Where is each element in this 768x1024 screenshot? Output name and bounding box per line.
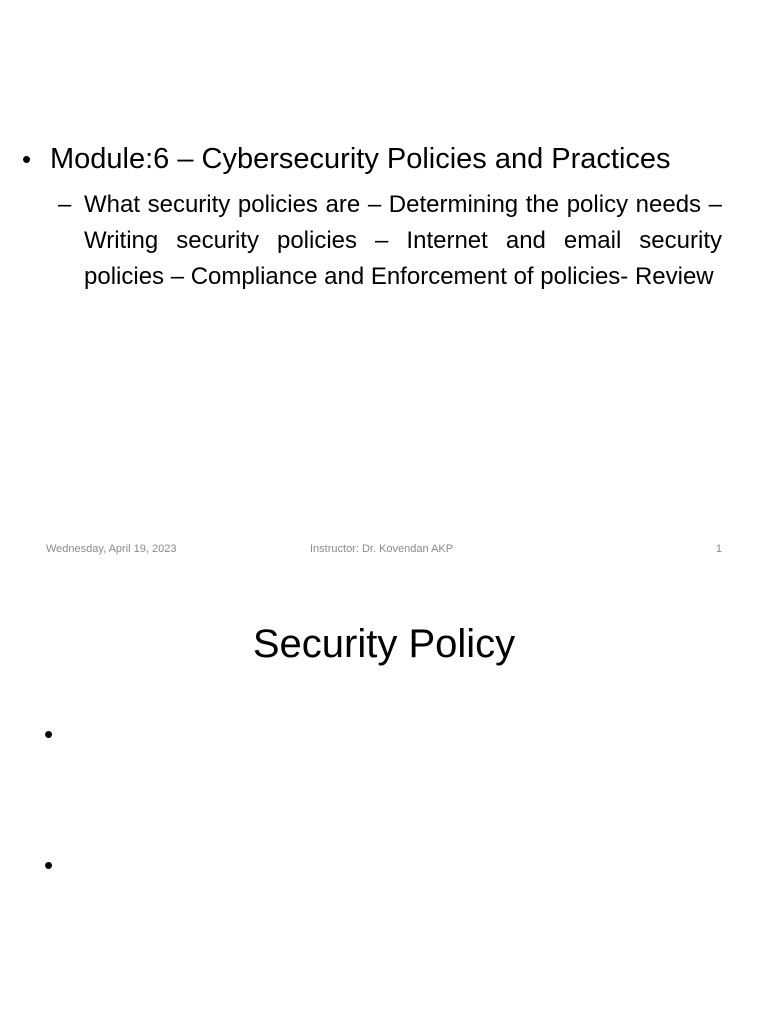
footer-date: Wednesday, April 19, 2023 — [46, 543, 177, 555]
module-topics-text: What security policies are – Determining the policy needs – Writing security policies – Internet and email security policies – Compliance and Enforcement of policies- Review — [84, 191, 722, 290]
footer-instructor: Instructor: Dr. Kovendan AKP — [310, 543, 454, 555]
slide-title: Security Policy — [252, 622, 516, 666]
bullet-icon: • — [44, 719, 54, 749]
bullet-icon: • — [22, 144, 32, 174]
footer-page-number: 1 — [715, 543, 722, 555]
empty-bullet-1 — [44, 719, 53, 749]
bullet-icon: • — [44, 850, 54, 880]
empty-bullet-2 — [44, 850, 53, 880]
module-bullet — [22, 140, 742, 178]
slide-2 — [0, 576, 768, 1024]
module-topics-bullet — [58, 187, 722, 295]
module-heading: Module:6 – Cybersecurity Policies and Practices — [50, 143, 671, 175]
dash-icon: – — [58, 191, 72, 218]
